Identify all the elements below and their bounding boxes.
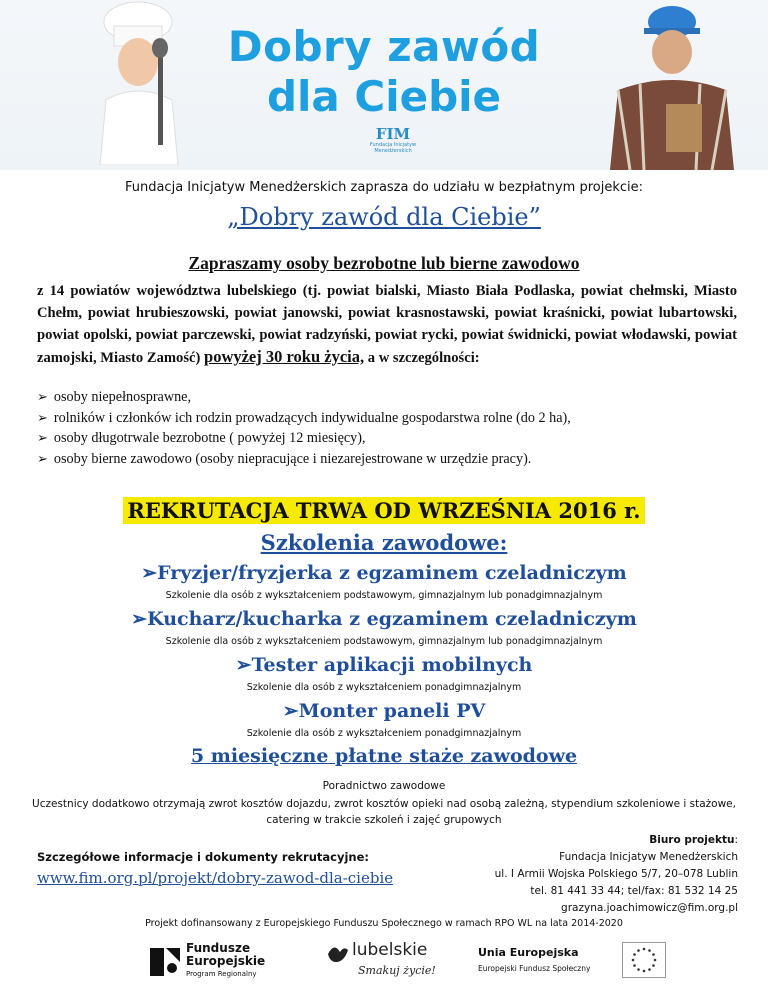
list-item: ➢ osoby długotrwale bezrobotne ( powyżej 12 miesięcy), — [37, 428, 757, 449]
course-note: Szkolenie dla osób z wykształceniem podstawowym, gimnazjalnym lub ponadgimnazjalnym — [165, 590, 603, 601]
course-title: ➢ Monter paneli PV — [0, 700, 768, 722]
especially-text: a w szczególności: — [367, 350, 480, 366]
list-item: ➢ osoby bierne zawodowo (osoby niepracujące i niezarejestrowane w urzędzie pracy). — [37, 449, 757, 470]
eu-name: Unia Europejska — [478, 946, 579, 959]
office-address: ul. I Armii Wojska Polskiego 5/7, 20–078 Lublin — [494, 868, 738, 880]
course-title: ➢ Kucharz/kucharka z egzaminem czeladniczym — [0, 608, 768, 630]
invitation-headline: Zapraszamy osoby bezrobotne lub bierne zawodowo — [188, 253, 580, 273]
fim-logo-text: FIM — [375, 125, 411, 143]
course-note: Szkolenie dla osób z wykształceniem ponadgimnazjalnym — [246, 728, 522, 739]
lubelskie-mark-icon — [326, 942, 350, 964]
recruitment-banner — [0, 497, 768, 524]
office-title-suffix: : — [734, 834, 738, 846]
office-title-line — [420, 832, 738, 849]
fe-line3: Program Regionalny — [186, 970, 257, 978]
project-office-info — [420, 832, 738, 917]
project-title-text: „Dobry zawód dla Ciebie” — [227, 203, 541, 231]
office-title: Biuro projektu — [649, 834, 735, 846]
recruitment-text: REKRUTACJA TRWA OD WRZEŚNIA 2016 r. — [123, 497, 644, 524]
eligibility-paragraph — [37, 280, 737, 369]
lubelskie-tagline: Smakuj życie! — [358, 964, 436, 977]
course-title: ➢ Fryzjer/fryzjerka z egzaminem czeladniczym — [0, 562, 768, 584]
internships-heading: 5 miesięczne płatne staże zawodowe — [190, 745, 578, 767]
districts-text: z 14 powiatów województwa lubelskiego (tj. powiat bialski, Miasto Biała Podlaska, powiat chełmski, Miasto Chełm, powiat hrubieszowski, powiat janowski, powiat krasnostawski, powiat kraśnicki, powiat lubartowski, powiat opolski, powiat parczewski, powiat radzyński, powiat rycki, powiat świdnicki, powiat włodawski, powiat zamojski, Miasto Zamość) — [37, 283, 737, 366]
eu-fund-name: Europejski Fundusz Społeczny — [478, 964, 591, 973]
details-label: Szczegółowe informacje i dokumenty rekrutacyjne: — [37, 850, 369, 864]
eu-logo — [474, 940, 674, 988]
trainings-heading: Szkolenia zawodowe: — [260, 530, 508, 555]
fe-line1: Fundusze — [186, 941, 251, 955]
project-title — [0, 203, 768, 231]
project-link[interactable]: www.fim.org.pl/projekt/dobry-zawod-dla-ciebie — [37, 869, 394, 887]
fim-logo-subtext: Fundacja Inicjatyw Menedżerskich — [369, 142, 417, 154]
fim-logo — [352, 113, 434, 161]
lubelskie-name: lubelskie — [352, 940, 428, 960]
lubelskie-logo — [322, 940, 452, 988]
age-requirement: powyżej 30 roku życia, — [204, 347, 365, 366]
fundusze-europejskie-logo — [150, 940, 290, 988]
funding-text: Projekt dofinansowany z Europejskiego Funduszu Społecznego w ramach RPO WL na lata 2014-2020 — [145, 918, 623, 929]
fe-line2: Europejskie — [186, 954, 266, 968]
office-phones: tel. 81 441 33 44; tel/fax: 81 532 14 25 — [530, 885, 738, 897]
office-email: grazyna.joachimowicz@fim.org.pl — [561, 902, 738, 914]
eu-flag-icon — [622, 942, 666, 978]
fe-logo-text — [186, 942, 265, 968]
invite-text: Fundacja Inicjatyw Menedżerskich zaprasza do udziału w bezpłatnym projekcie: — [124, 180, 644, 195]
course-note: Szkolenie dla osób z wykształceniem podstawowym, gimnazjalnym lub ponadgimnazjalnym — [165, 636, 603, 647]
banner-title-line2: dla Ciebie — [266, 72, 502, 121]
course-note: Szkolenie dla osób z wykształceniem ponadgimnazjalnym — [246, 682, 522, 693]
counseling-text: Poradnictwo zawodowe — [322, 780, 446, 792]
fe-star-mark-icon — [150, 942, 180, 976]
target-groups-list — [37, 387, 757, 469]
banner-title-line1: Dobry zawód — [227, 22, 541, 71]
list-item: ➢ rolników i członków ich rodzin prowadzących indywidualne gospodarstwa rolne (do 2 ha), — [37, 408, 757, 429]
extras-text: Uczestnicy dodatkowo otrzymają zwrot kosztów dojazdu, zwrot kosztów opieki nad osobą zależną, stypendium szkoleniowe i stażowe, catering w trakcie szkoleń i zajęć grupowych — [32, 798, 736, 826]
office-name: Fundacja Inicjatyw Menedżerskich — [559, 851, 738, 863]
list-item: ➢ osoby niepełnosprawne, — [37, 387, 757, 408]
course-title: ➢ Tester aplikacji mobilnych — [0, 654, 768, 676]
